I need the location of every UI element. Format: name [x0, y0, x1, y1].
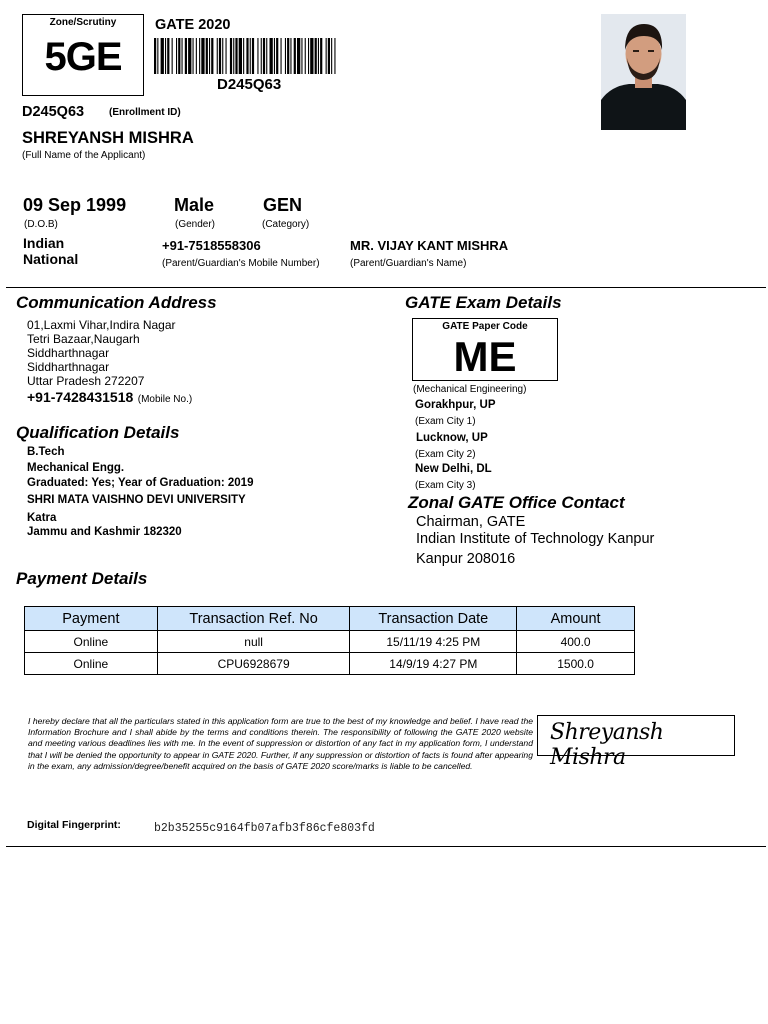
- parent-name-label: (Parent/Guardian's Name): [350, 258, 467, 269]
- nationality: [23, 235, 78, 267]
- parent-name: MR. VIJAY KANT MISHRA: [350, 238, 509, 253]
- barcode-bar: [281, 38, 282, 74]
- qualification-degree: B.Tech: [27, 446, 65, 458]
- zone-code: 5GE: [44, 35, 122, 79]
- amount-header: Amount: [517, 607, 635, 631]
- barcode-bar: [246, 38, 248, 74]
- amount-cell: 400.0: [517, 631, 635, 653]
- gender-value: Male: [174, 195, 215, 215]
- barcode-bar: [233, 38, 234, 74]
- dob-label: (D.O.B): [24, 219, 58, 230]
- barcode-bar: [331, 38, 332, 74]
- barcode-bar: [334, 38, 335, 74]
- barcode-bar: [266, 38, 267, 74]
- address-line: 01,Laxmi Vihar,Indira Nagar: [27, 318, 176, 332]
- address-line: Tetri Bazaar,Naugarh: [27, 332, 140, 346]
- nationality-line-2: National: [23, 251, 79, 267]
- fingerprint-value: b2b35255c9164fb07afb3f86cfe803fd: [154, 822, 375, 835]
- category-label: (Category): [262, 219, 310, 230]
- communication-title: Communication Address: [16, 293, 217, 312]
- exam-city-1: Gorakhpur, UP: [415, 399, 496, 411]
- table-row: [25, 653, 635, 675]
- barcode-bar: [154, 38, 156, 74]
- qualification-branch: Mechanical Engg.: [27, 462, 125, 474]
- divider-bottom: [6, 846, 766, 847]
- barcode-bar: [206, 38, 208, 74]
- payment-header: Payment: [25, 607, 158, 631]
- barcode-bar: [211, 38, 213, 74]
- signature: Shreyansh Mishra: [550, 720, 664, 770]
- mobile-number: +91-7428431518: [27, 389, 134, 405]
- barcode-bar: [188, 38, 191, 74]
- barcode-bar: [287, 38, 289, 74]
- payment-mode-cell: Online: [25, 653, 158, 675]
- zonal-line-2: Indian Institute of Technology Kanpur: [416, 531, 655, 547]
- barcode-bar: [315, 38, 317, 74]
- exam-city-2-label: (Exam City 2): [415, 449, 476, 460]
- transaction-date-cell: 14/9/19 4:27 PM: [350, 653, 517, 675]
- barcode-bar: [285, 38, 286, 74]
- barcode-bar: [161, 38, 164, 74]
- barcode-bar: [328, 38, 330, 74]
- paper-name: (Mechanical Engineering): [413, 384, 527, 395]
- barcode-bar: [239, 38, 242, 74]
- barcode-bar: [290, 38, 291, 74]
- exam-city-3-label: (Exam City 3): [415, 480, 476, 491]
- exam-title: GATE 2020: [155, 17, 231, 33]
- barcode-bar: [308, 38, 309, 74]
- barcode-bar: [250, 38, 251, 74]
- barcode-bar: [219, 38, 221, 74]
- barcode-bar: [257, 38, 258, 74]
- payment-mode-cell: Online: [25, 631, 158, 653]
- payment-table: [24, 606, 635, 675]
- divider-top: [6, 287, 766, 288]
- exam-city-2: Lucknow, UP: [416, 432, 488, 444]
- barcode-bar: [294, 38, 296, 74]
- barcode-bar: [243, 38, 244, 74]
- barcode: [154, 38, 336, 74]
- barcode-bar: [199, 38, 200, 74]
- barcode-bar: [235, 38, 237, 74]
- barcode-bar: [176, 38, 177, 74]
- barcode-bar: [320, 38, 322, 74]
- mobile-label: (Mobile No.): [137, 394, 193, 405]
- barcode-bar: [252, 38, 254, 74]
- exam-city-3: New Delhi, DL: [415, 463, 492, 475]
- category-value: GEN: [263, 195, 303, 215]
- barcode-bar: [178, 38, 180, 74]
- exam-city-1-label: (Exam City 1): [415, 416, 476, 427]
- barcode-bar: [310, 38, 313, 74]
- table-row: [25, 631, 635, 653]
- address-line: Uttar Pradesh 272207: [27, 374, 145, 388]
- signature-box: [537, 715, 735, 770]
- fingerprint-label: Digital Fingerprint:: [27, 819, 121, 831]
- barcode-bar: [230, 38, 232, 74]
- transaction-ref-cell: CPU6928679: [157, 653, 350, 675]
- paper-code-label: GATE Paper Code: [442, 321, 528, 332]
- barcode-bar: [261, 38, 262, 74]
- barcode-bar: [301, 38, 302, 74]
- barcode-bar: [165, 38, 166, 74]
- barcode-bar: [157, 38, 158, 74]
- nationality-line-1: Indian: [23, 235, 65, 251]
- barcode-bar: [276, 38, 278, 74]
- barcode-bar: [263, 38, 265, 74]
- payment-title: Payment Details: [16, 569, 148, 588]
- transaction-date-header: Transaction Date: [350, 607, 517, 631]
- barcode-bar: [270, 38, 273, 74]
- declaration-text: I hereby declare that all the particulars stated in this application form are true to the best of my knowledge and belief. I have read the Information Brochure and I shall abide by the terms and conditions therein. The responsibility of following the GATE 2020 website and meeting various deadlines lies with me. In the event of suppression or distortion of any fact in my application form, I understand that I will be denied the opportunity to appear in GATE 2020. Further, if any suppression or distortion of facts is found after appearing in the exam, any admission/degree/benefit acquired on the basis of GATE 2020 score/marks is liable to be cancelled.: [28, 716, 533, 771]
- barcode-bar: [172, 38, 173, 74]
- payment-header-row: [25, 607, 635, 631]
- barcode-bar: [226, 38, 227, 74]
- applicant-name-label: (Full Name of the Applicant): [22, 150, 146, 161]
- gender-label: (Gender): [175, 219, 216, 230]
- barcode-bar: [167, 38, 169, 74]
- qualification-graduated: Graduated: Yes; Year of Graduation: 2019: [27, 477, 254, 489]
- barcode-text: D245Q63: [217, 76, 282, 93]
- address-line: Siddharthnagar: [27, 346, 110, 360]
- paper-code-box: [412, 318, 558, 381]
- barcode-bar: [217, 38, 218, 74]
- transaction-date-cell: 15/11/19 4:25 PM: [350, 631, 517, 653]
- applicant-name: SHREYANSH MISHRA: [22, 129, 194, 147]
- communication-address: [27, 318, 176, 388]
- barcode-bar: [182, 38, 183, 74]
- barcode-bar: [274, 38, 275, 74]
- enrollment-id-label: (Enrollment ID): [109, 107, 181, 118]
- transaction-ref-cell: null: [157, 631, 350, 653]
- zonal-line-3: Kanpur 208016: [416, 551, 516, 567]
- dob-value: 09 Sep 1999: [23, 195, 127, 215]
- barcode-bar: [222, 38, 223, 74]
- barcode-bar: [185, 38, 187, 74]
- zone-label: Zone/Scrutiny: [49, 17, 117, 28]
- address-line: Siddharthnagar: [27, 360, 110, 374]
- barcode-bar: [326, 38, 327, 74]
- qualification-title: Qualification Details: [16, 423, 180, 442]
- communication-mobile: [27, 389, 192, 407]
- qualification-state: Jammu and Kashmir 182320: [27, 526, 182, 538]
- zonal-title: Zonal GATE Office Contact: [408, 493, 625, 512]
- zone-scrutiny-box: [22, 14, 144, 96]
- barcode-bar: [209, 38, 210, 74]
- barcode-bar: [201, 38, 204, 74]
- paper-code: ME: [453, 333, 517, 380]
- transaction-ref-header: Transaction Ref. No: [157, 607, 350, 631]
- parent-mobile: +91-7518558306: [162, 238, 261, 253]
- parent-mobile-label: (Parent/Guardian's Mobile Number): [162, 258, 320, 269]
- qualification-city: Katra: [27, 512, 57, 524]
- exam-details-title: GATE Exam Details: [405, 293, 562, 312]
- applicant-photo: [601, 14, 686, 130]
- qualification-university: SHRI MATA VAISHNO DEVI UNIVERSITY: [27, 494, 246, 506]
- barcode-bar: [196, 38, 197, 74]
- barcode-bar: [318, 38, 319, 74]
- enrollment-id: D245Q63: [22, 104, 85, 120]
- barcode-bar: [193, 38, 194, 74]
- zonal-line-1: Chairman, GATE: [416, 514, 526, 530]
- amount-cell: 1500.0: [517, 653, 635, 675]
- barcode-bar: [305, 38, 306, 74]
- barcode-bar: [297, 38, 300, 74]
